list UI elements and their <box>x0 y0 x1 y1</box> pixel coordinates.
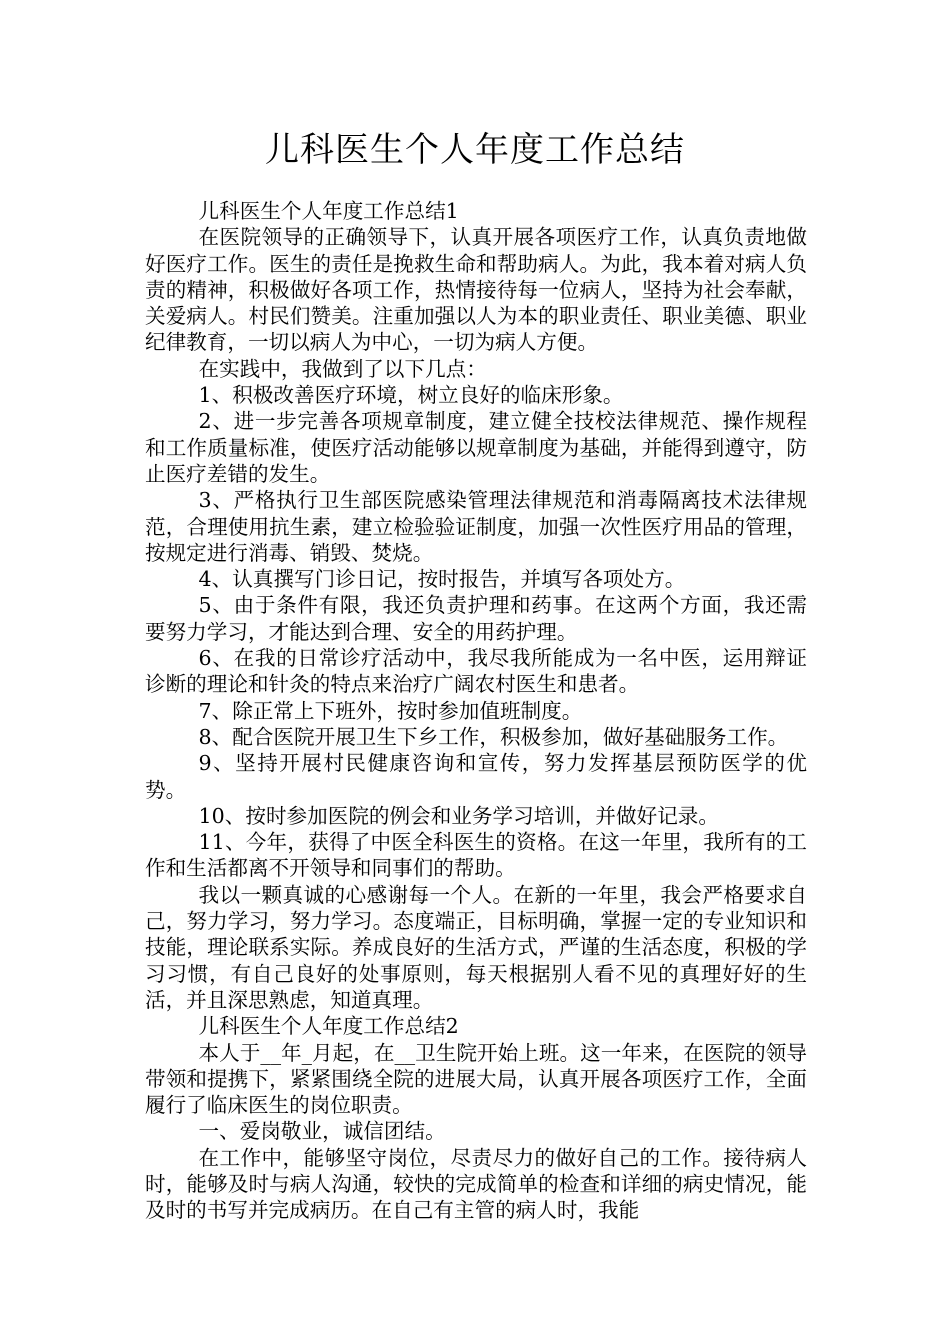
list-item: 9、坚持开展村民健康咨询和宣传，努力发挥基层预防医学的优势。 <box>145 751 807 802</box>
list-item: 1、积极改善医疗环境，树立良好的临床形象。 <box>198 383 624 408</box>
list-item: 5、由于条件有限，我还负责护理和药事。在这两个方面，我还需要努力学习，才能达到合理、安全的用药护理。 <box>145 593 807 644</box>
list-item: 3、严格执行卫生部医院感染管理法律规范和消毒隔离技术法律规范，合理使用抗生素，建立检验验证制度，加强一次性医疗用品的管理，按规定进行消毒、销毁、焚烧。 <box>145 488 807 565</box>
document-body <box>145 198 807 1224</box>
paragraph: 我以一颗真诚的心感谢每一个人。在新的一年里，我会严格要求自己，努力学习，努力学习。态度端正，目标明确，掌握一定的专业知识和技能，理论联系实际。养成良好的生活方式，严谨的生活态度，积极的学习习惯，有自己良好的处事原则，每天根据别人看不见的真理好好的生活，并且深思熟虑，知道真理。 <box>145 882 807 1012</box>
paragraph: 在实践中，我做到了以下几点： <box>198 356 487 381</box>
list-item: 10、按时参加医院的例会和业务学习培训，并做好记录。 <box>198 803 719 828</box>
paragraph: 在医院领导的正确领导下，认真开展各项医疗工作，认真负责地做好医疗工作。医生的责任是挽救生命和帮助病人。为此，我本着对病人负责的精神，积极做好各项工作，热情接待每一位病人，坚持为社会奉献，关爱病人。村民们赞美。注重加强以人为本的职业责任、职业美德、职业纪律教育，一切以病人为中心，一切为病人方便。 <box>145 225 807 355</box>
list-item: 6、在我的日常诊疗活动中，我尽我所能成为一名中医，运用辩证诊断的理论和针灸的特点来治疗广阔农村医生和患者。 <box>145 646 807 697</box>
paragraph: 在工作中，能够坚守岗位，尽责尽力的做好自己的工作。接待病人时，能够及时与病人沟通，较快的完成简单的检查和详细的病史情况，能及时的书写并完成病历。在自己有主管的病人时，我能 <box>145 1145 807 1223</box>
document-title: 儿科医生个人年度工作总结 <box>265 130 685 170</box>
section-heading-1: 儿科医生个人年度工作总结1 <box>198 199 459 223</box>
list-item: 8、配合医院开展卫生下乡工作，积极参加，做好基础服务工作。 <box>198 724 789 749</box>
list-item: 11、今年，获得了中医全科医生的资格。在这一年里，我所有的工作和生活都离不开领导和同事们的帮助。 <box>145 830 807 881</box>
section-heading-2: 儿科医生个人年度工作总结2 <box>198 1014 459 1039</box>
subheading: 一、爱岗敬业，诚信团结。 <box>198 1119 446 1144</box>
list-item: 7、除正常上下班外，按时参加值班制度。 <box>198 698 583 723</box>
list-item: 2、进一步完善各项规章制度，建立健全技校法律规范、操作规程和工作质量标准，使医疗活动能够以规章制度为基础，并能得到遵守，防止医疗差错的发生。 <box>145 409 807 486</box>
paragraph: 本人于__年_月起，在__卫生院开始上班。这一年来，在医院的领导带领和提携下，紧紧围绕全院的进展大局，认真开展各项医疗工作，全面履行了临床医生的岗位职责。 <box>145 1040 807 1118</box>
list-item: 4、认真撰写门诊日记，按时报告，并填写各项处方。 <box>198 567 686 592</box>
